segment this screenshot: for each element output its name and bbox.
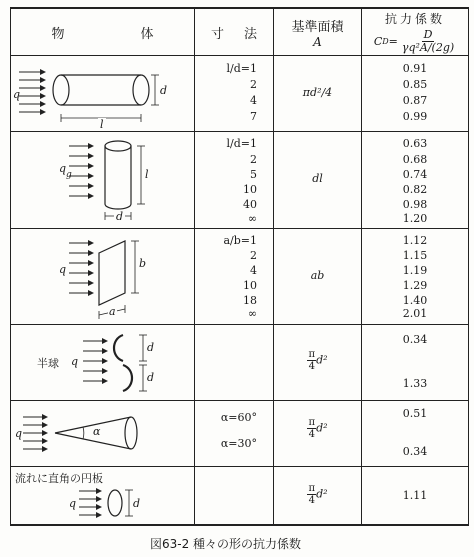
label-q: q xyxy=(15,427,23,440)
drag-coefficient-table xyxy=(10,7,469,526)
cd-value: 2.01 xyxy=(402,307,428,320)
flat-plate-figure xyxy=(11,229,195,325)
header-cd xyxy=(362,8,469,56)
cd-value: 0.99 xyxy=(402,110,428,123)
cd-denominator: γq²A/(2g) xyxy=(401,41,455,54)
cylinder-cross-drawing xyxy=(11,132,195,229)
dimension-lines xyxy=(125,490,133,516)
label-q: q xyxy=(59,162,67,175)
dimension-lines xyxy=(105,146,145,220)
area-formula xyxy=(274,349,361,372)
cylinder-shape xyxy=(53,75,149,105)
cd-value: 1.19 xyxy=(402,264,428,277)
row-cylinder-cross xyxy=(11,132,469,229)
cd-value: 0.91 xyxy=(402,62,428,75)
cd-value: 1.15 xyxy=(402,249,428,262)
flat-plate-cd xyxy=(362,229,469,325)
cd-value: 0.87 xyxy=(402,94,428,107)
dimension-lines xyxy=(99,241,139,319)
disk-area xyxy=(274,467,362,525)
cd-lhs: C xyxy=(373,35,383,48)
label-d-upper: d xyxy=(147,341,155,354)
cd-eq: = xyxy=(388,35,398,48)
label-q: q xyxy=(59,263,67,276)
header-area xyxy=(274,8,362,56)
cone-cd xyxy=(362,401,469,467)
header-dimension-left: 寸 xyxy=(210,26,224,42)
area-value: πd²/4 xyxy=(302,86,333,99)
cd-value: 0.85 xyxy=(402,78,428,91)
area-value: dl xyxy=(312,172,323,185)
dim-value: 18 xyxy=(243,294,257,307)
dim-value: 4 xyxy=(250,264,257,277)
area-formula xyxy=(274,417,361,440)
flow-arrows xyxy=(23,417,47,449)
disk-figure xyxy=(11,467,195,525)
cylinder-axial-figure xyxy=(11,56,195,132)
cd-sub: D xyxy=(382,37,389,46)
header-row xyxy=(11,8,469,56)
flow-arrows xyxy=(79,491,101,515)
cd-value: 1.12 xyxy=(402,234,428,247)
cd-formula xyxy=(374,29,456,54)
cd-value: 0.74 xyxy=(402,168,428,181)
header-dimension xyxy=(195,8,274,56)
cd-value: 1.11 xyxy=(402,489,428,502)
cone-drawing xyxy=(11,401,195,467)
header-object xyxy=(11,8,195,56)
header-object-left: 物 xyxy=(51,26,65,42)
area-numerator: π xyxy=(308,483,316,494)
area-numerator: π xyxy=(308,349,316,360)
row-flat-plate xyxy=(11,229,469,325)
angle-arc xyxy=(83,427,84,439)
dim-value: 2 xyxy=(250,249,257,262)
dim-value: 7 xyxy=(250,110,257,123)
row-cone xyxy=(11,401,469,467)
dim-value: 5 xyxy=(250,168,257,181)
flow-arrows xyxy=(19,72,45,112)
cone-dims xyxy=(195,401,274,467)
label-d-lower: d xyxy=(147,371,155,384)
label-b: b xyxy=(139,257,147,270)
header-area-symbol: A xyxy=(313,34,322,49)
dimension-lines xyxy=(61,75,159,122)
label-l: l xyxy=(100,118,104,131)
label-disk: 流れに直角の円板 xyxy=(15,472,103,485)
area-denominator: 4 xyxy=(308,495,315,506)
cylinder-axial-cd xyxy=(362,56,469,132)
flat-plate-drawing xyxy=(11,229,195,325)
label-q: q xyxy=(69,497,77,510)
dim-value: 10 xyxy=(243,183,257,196)
cylinder-axial-dims xyxy=(195,56,274,132)
cylinder-cross-cd xyxy=(362,132,469,229)
area-tail: d² xyxy=(316,487,328,501)
cd-value: 0.34 xyxy=(402,445,428,458)
cd-value: 0.68 xyxy=(402,153,428,166)
pi-over-4 xyxy=(307,483,316,506)
plate-shape xyxy=(99,241,125,305)
header-dimension-right: 法 xyxy=(244,26,258,42)
cd-value: 1.33 xyxy=(402,377,428,390)
disk-cd xyxy=(362,467,469,525)
row-hemisphere xyxy=(11,325,469,401)
dim-value: l/d=1 xyxy=(226,137,257,150)
area-formula xyxy=(274,483,361,506)
dim-value: 40 xyxy=(243,198,257,211)
area-denominator: 4 xyxy=(308,429,315,440)
dim-value: α=60° xyxy=(220,411,257,424)
area-tail: d² xyxy=(316,421,328,435)
cone-area xyxy=(274,401,362,467)
label-q: q xyxy=(71,355,79,368)
area-denominator: 4 xyxy=(308,361,315,372)
hemisphere-figure xyxy=(11,325,195,401)
cylinder-cross-figure xyxy=(11,132,195,229)
area-tail: d² xyxy=(316,353,328,367)
flat-plate-dims xyxy=(195,229,274,325)
flow-arrows xyxy=(69,146,93,196)
dimension-lines xyxy=(139,335,147,391)
label-d: d xyxy=(160,84,168,97)
cd-value: 0.34 xyxy=(402,333,428,346)
hemisphere-shape xyxy=(114,335,132,391)
pi-over-4 xyxy=(307,349,316,372)
cylinder-cross-area xyxy=(274,132,362,229)
cd-value: 0.63 xyxy=(402,137,428,150)
disk-dims xyxy=(195,467,274,525)
cd-value: 0.82 xyxy=(402,183,428,196)
cylinder-shape xyxy=(105,141,131,209)
cylinder-axial-area xyxy=(274,56,362,132)
dim-value: ∞ xyxy=(247,212,257,225)
cd-value: 1.40 xyxy=(402,294,428,307)
pi-over-4 xyxy=(307,417,316,440)
cone-figure xyxy=(11,401,195,467)
label-d: d xyxy=(133,497,141,510)
label-g: g xyxy=(66,170,72,180)
cd-numerator: D xyxy=(423,28,433,41)
cd-fraction xyxy=(400,29,456,54)
flow-arrows xyxy=(83,341,107,381)
label-d: d xyxy=(116,210,124,223)
row-disk xyxy=(11,467,469,525)
label-q: q xyxy=(13,88,21,101)
header-area-title: 基準面積 xyxy=(291,19,344,35)
cd-value: 1.20 xyxy=(402,212,428,225)
dim-value: l/d=1 xyxy=(226,62,257,75)
label-l: l xyxy=(145,168,149,181)
area-value: ab xyxy=(310,269,325,282)
hemisphere-area xyxy=(274,325,362,401)
cylinder-cross-dims xyxy=(195,132,274,229)
header-object-right: 体 xyxy=(140,26,154,42)
dim-value: 10 xyxy=(243,279,257,292)
label-hemisphere: 半球 xyxy=(37,357,59,370)
area-numerator: π xyxy=(308,417,316,428)
hemisphere-dims xyxy=(195,325,274,401)
label-a: a xyxy=(109,305,116,318)
flat-plate-area xyxy=(274,229,362,325)
flow-arrows xyxy=(69,243,93,293)
label-alpha: α xyxy=(93,425,101,438)
figure-caption: 図63-2 種々の形の抗力係数 xyxy=(150,537,302,551)
disk-shape xyxy=(108,490,122,516)
dim-value: 2 xyxy=(250,153,257,166)
dim-value: a/b=1 xyxy=(223,234,257,247)
cd-value: 0.98 xyxy=(402,198,428,211)
dim-value: 2 xyxy=(250,78,257,91)
cd-value: 0.51 xyxy=(402,407,428,420)
cd-value: 1.29 xyxy=(402,279,428,292)
dim-value: 4 xyxy=(250,94,257,107)
dim-value: α=30° xyxy=(220,437,257,450)
header-cd-title: 抗力係数 xyxy=(384,12,445,26)
hemisphere-cd xyxy=(362,325,469,401)
dim-value: ∞ xyxy=(247,307,257,320)
row-cylinder-axial xyxy=(11,56,469,132)
